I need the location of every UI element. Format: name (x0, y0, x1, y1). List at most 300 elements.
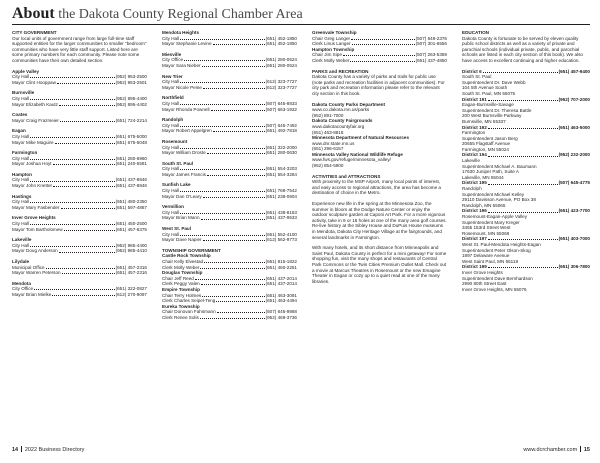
contact-line: 2990 80th Street East (462, 281, 507, 287)
dot-leader (180, 148, 264, 149)
entry-label: Mayor Warren Peterson (12, 270, 61, 276)
directory-row (12, 227, 147, 233)
contact-line: 20655 Flagstaff Avenue (462, 141, 511, 147)
contact-line: West Saint Paul, MN 55118 (462, 258, 519, 264)
page-number-right: 15 (583, 447, 590, 453)
directory-row (12, 118, 147, 124)
entry-label: Mayor Doug Anderson (12, 248, 58, 254)
directory-row (312, 58, 447, 64)
entry-label: City Hall (12, 133, 30, 139)
phone-number: (651) 597-4867 (115, 204, 147, 210)
entry-label: Municipal Office (12, 264, 45, 270)
dot-leader (180, 191, 264, 192)
dot-leader (62, 273, 115, 274)
dot-leader (203, 197, 265, 198)
contact-line: Farmington, MN 55024 (462, 146, 509, 152)
phone-number: (651) 457-6375 (115, 226, 147, 232)
phone-number: (952) 985-4400 (115, 242, 147, 248)
section-heading: Greenvale Township (312, 30, 357, 35)
phone-number: (651) 554-3284 (265, 171, 297, 177)
phone-number: (651) 457-9400 (558, 68, 590, 74)
directory-row (162, 194, 297, 200)
dot-leader (201, 219, 265, 220)
entry-label: Mayor Clint Hooppaw (12, 79, 56, 85)
phone-number: (651) 437-8846 (115, 183, 147, 189)
dot-leader (207, 153, 265, 154)
section-heading: Hampton Township (312, 46, 355, 52)
phone-number: (651) 463-4494 (265, 298, 297, 304)
entry-label: Chair Greg Langer (312, 35, 351, 41)
contact-line: Lakeville, MN 55044 (462, 174, 504, 180)
section-heading: Empire Township (162, 286, 200, 292)
phone-number: (651) 437-4850 (415, 57, 447, 63)
phone-number: (612) 270-9097 (115, 291, 147, 297)
contact-line: Superintendent Dr. Theresa Battle (462, 107, 532, 113)
dot-leader (59, 105, 115, 106)
dot-leader (52, 295, 114, 296)
section-heading: Farmington (12, 150, 38, 156)
contact-line: Lakeville (462, 158, 480, 164)
phone-number: (651) 815-1822 (265, 259, 297, 264)
phone-number: (651) 450-2500 (115, 221, 147, 227)
contact-line: 1897 Delaware Avenue (462, 253, 510, 259)
dot-leader (30, 202, 114, 203)
dot-leader (488, 212, 558, 213)
entry-label: Mayor Dave Napier (162, 237, 202, 243)
entry-label: City Hall (12, 242, 30, 248)
section-heading: Dakota County Parks Department (312, 101, 386, 107)
section-heading: Lilydale (12, 259, 30, 264)
phone-number: (952) 469-3736 (265, 314, 297, 320)
section-heading: Minnesota Valley National Wildlife Refuge (312, 151, 403, 157)
phone-number: (651) 480-2350 (115, 199, 147, 205)
dot-leader (64, 230, 115, 231)
entry-label: Mayor Craig Frazmeier (12, 117, 59, 123)
dot-leader (184, 60, 264, 61)
phone-number: (651) 280-0524 (265, 62, 297, 68)
footer-left (12, 446, 84, 453)
dot-leader (180, 82, 264, 83)
entry-label: District 195 (462, 180, 487, 186)
column-cities-townships (162, 30, 297, 321)
entry-label: District 191 (462, 96, 487, 102)
contact-line: Inver Grove Heights, MN 55076 (462, 286, 527, 292)
dot-leader (488, 128, 558, 129)
directory-row (162, 63, 297, 69)
entry-label: Chair Kelly Elvestad (162, 259, 204, 264)
dot-leader (53, 164, 115, 165)
dot-leader (200, 268, 264, 269)
section-heading: CITY GOVERNMENT (12, 30, 57, 35)
section-heading: Northfield (162, 95, 184, 101)
contact-line: 29110 Davisson Avenue, PO Box 38 (462, 197, 536, 203)
section-heading: Mendota (12, 280, 31, 286)
dot-leader (53, 186, 114, 187)
phone-number: (651) 452-1850 (265, 35, 297, 41)
contact-line: Rosemount, MN 55068 (462, 230, 510, 236)
contact-line: Eagan-Burnsville-Savage (462, 102, 514, 108)
contact-line: (651) 463-8818 (312, 129, 344, 135)
directory-row (12, 270, 147, 276)
phone-number: (507) 645-7492 (265, 122, 297, 128)
phone-number: (651) 675-5048 (115, 139, 147, 145)
dot-leader (207, 175, 265, 176)
entry-label: City Hall (162, 122, 180, 128)
contact-line: www.dakotacountyfair.org (312, 123, 365, 129)
phone-number: (651) 437-8846 (115, 177, 147, 183)
dot-leader (211, 110, 265, 111)
section-heading: Rosemount (162, 138, 188, 144)
contact-line: Burnsville, MN 55337 (462, 118, 506, 124)
entry-label: Mayor Stephanie Levine (162, 41, 212, 47)
section-heading: Miesville (162, 51, 182, 57)
directory-row (162, 150, 297, 156)
directory-row (12, 140, 147, 146)
body-paragraph: Our local units of government range from large full-time staff supported entities for the larger communities to smaller "bedroom" communities who have very little staff support. Listed here are some primary numbers for each community. Please note some communities have their own detailed section. (12, 35, 147, 63)
footer-directory-title: 2022 Business Directory (24, 447, 85, 453)
entry-label: Clerk Molly Weber (312, 57, 350, 63)
dot-leader (55, 143, 115, 144)
footer-divider (21, 446, 22, 452)
entry-label: District 192 (462, 124, 487, 130)
phone-number: (612) 323-7727 (265, 84, 297, 90)
entry-label: City Office (162, 57, 184, 63)
dot-leader (200, 318, 265, 319)
entry-label: Mayor Joshua Hoyt (12, 161, 52, 167)
entry-label: Clerk Charles Seipel-Teng (162, 298, 216, 304)
section-heading: West St. Paul (162, 226, 192, 232)
entry-label: Chair Jim Sipe (312, 52, 342, 58)
dot-leader (488, 184, 558, 185)
contact-line: 104 5th Avenue South (462, 85, 508, 91)
body-paragraph: Dakota County is fortunate to be served by eleven quality public school districts as well as a variety of private and parochial schools (individual private, public, and parochial schools are listed in each city section of this book). We also have access to excellent continuing and higher education. (462, 35, 583, 63)
footer-url[interactable]: www.dcrchamber.com (523, 447, 578, 453)
phone-number: (612) 562-9773 (265, 237, 297, 243)
contact-line: Superintendent Jason Berg (462, 135, 518, 141)
contact-line: West St. Paul-Mendota Heights-Eagan (462, 241, 541, 247)
phone-number: (651) 492-7818 (265, 128, 297, 134)
contact-line: South St. Paul, MN 55075 (462, 90, 516, 96)
directory-row (162, 41, 297, 47)
entry-label: Mayor James Francis (162, 171, 206, 177)
dot-leader (488, 100, 558, 101)
entry-label: City Hall (162, 79, 180, 85)
phone-number: (651) 675-5000 (115, 133, 147, 139)
dot-leader (352, 44, 415, 45)
section-heading: ACTIVITIES and ATTRACTIONS (312, 173, 381, 179)
entry-label: Clerk Renee Solis (162, 314, 199, 320)
entry-label: Mayor Brian Mann (162, 215, 200, 221)
contact-line: Superintendent Dave Bernhardson (462, 275, 533, 281)
phone-number: (952) 953-2500 (115, 74, 147, 80)
phone-number: (651) 552-4100 (265, 231, 297, 237)
column-education (462, 30, 590, 292)
dot-leader (213, 44, 265, 45)
entry-label: District 197 (462, 236, 487, 242)
contact-line: Superintendent Michael A. Baumann (462, 163, 537, 169)
phone-number: (952) 985-4410 (115, 248, 147, 254)
dot-leader (203, 88, 265, 89)
dot-leader (180, 235, 264, 236)
dot-leader (488, 156, 558, 157)
phone-number: (651) 438-8163 (265, 209, 297, 215)
entry-label: City Hall (12, 74, 30, 80)
contact-line: Superintendent Michael Kelley (462, 191, 525, 197)
dot-leader (30, 77, 114, 78)
entry-label: Mayor Tom Bartholomew (12, 226, 63, 232)
entry-label: District 196 (462, 208, 487, 214)
section-heading: South St. Paul (162, 160, 194, 166)
entry-label: Clerk Peggy Valen (162, 281, 200, 287)
directory-row (162, 172, 297, 178)
entry-label: City Hall (162, 231, 180, 237)
contact-line: 200 West Burnsville Parkway (462, 113, 522, 119)
dot-leader (488, 239, 558, 240)
contact-line: 17630 Juniper Path, Suite A (462, 169, 519, 175)
section-heading: Inver Grove Heights (12, 215, 56, 221)
entry-label: City Hall (162, 209, 180, 215)
phone-number: (651) 768-7542 (265, 188, 297, 194)
directory-row (12, 292, 147, 298)
directory-row (12, 183, 147, 189)
entry-label: Mayor William Droste (162, 150, 206, 156)
body-paragraph: With proximity to the MSP Airport, many local points of interest, and easy access to regional attractions, the area has become a destination of choice in the Metro. (312, 179, 441, 196)
contact-line: Superintendent Peter Olson-Skog (462, 247, 531, 253)
phone-number: (651) 322-2000 (265, 144, 297, 150)
dot-leader (488, 267, 558, 268)
dot-leader (350, 61, 414, 62)
directory-row (162, 85, 297, 91)
heading-rule (12, 24, 590, 25)
entry-label: Chair Terry Holmes (162, 292, 202, 298)
section-heading: Douglas Township (162, 270, 203, 276)
entry-label: Mayor John Knetter (12, 183, 53, 189)
dot-leader (30, 159, 114, 160)
dot-leader (46, 268, 115, 269)
phone-number: (507) 263-5369 (415, 52, 447, 58)
section-heading: Lakeville (12, 237, 32, 243)
dot-leader (30, 224, 114, 225)
section-heading: Burnsville (12, 90, 35, 96)
dot-leader (483, 72, 558, 73)
phone-number: (507) 663-1932 (265, 106, 297, 112)
phone-number: (952) 707-2000 (558, 96, 590, 102)
entry-label: Mayor Brian Mielke (12, 291, 52, 297)
phone-number: (651) 423-7700 (558, 208, 590, 214)
section-heading: Minnesota Department of Natural Resources (312, 135, 410, 141)
entry-label: City Office (12, 286, 34, 292)
section-heading: Randolph (162, 117, 184, 123)
section-heading: Dakota County Fairgrounds (312, 118, 373, 124)
dot-leader (30, 137, 114, 138)
directory-row (162, 237, 297, 243)
dot-leader (202, 296, 264, 297)
section-heading: Coates (12, 112, 28, 118)
phone-number: (651) 437-2014 (265, 281, 297, 287)
body-paragraph: Dakota County has a variety of parks and trails for public use (note parks and recreation facilities in adjacent communities). For city park and recreation information please refer to the relevant city section in this book. (312, 74, 445, 96)
section-heading: Castle Rock Township (162, 253, 211, 259)
phone-number: (651) 280-0524 (265, 57, 297, 63)
entry-label: City Hall (12, 155, 30, 161)
phone-number: (651) 306-7800 (558, 264, 590, 270)
directory-row (12, 205, 147, 211)
entry-label: District 6 (462, 68, 482, 74)
dot-leader (57, 83, 115, 84)
dot-leader (217, 312, 265, 313)
section-heading: Vermillion (162, 204, 184, 210)
phone-number: (651) 403-7000 (558, 236, 590, 242)
phone-number: (651) 240-5581 (115, 161, 147, 167)
phone-number: (651) 437-9533 (265, 215, 297, 221)
entry-label: City Hall (12, 199, 30, 205)
entry-label: Mayor Robert Appelgren (162, 128, 212, 134)
directory-row (162, 107, 297, 113)
directory-row (12, 80, 147, 86)
entry-label: City Hall (162, 166, 180, 172)
contact-line: Superintendent Mary Kreger (462, 219, 520, 225)
entry-label: District 199 (462, 264, 487, 270)
section-heading: Mendota Heights (162, 30, 200, 35)
phone-number: (651) 452-1850 (265, 41, 297, 47)
contact-line: Farmington (462, 130, 486, 136)
dot-leader (180, 126, 264, 127)
dot-leader (180, 213, 264, 214)
page-heading (12, 5, 590, 23)
phone-number: (507) 301-6556 (415, 41, 447, 47)
entry-label: Mayor Mary Fasbender (12, 204, 60, 210)
entry-label: City Hall (12, 177, 30, 183)
dot-leader (180, 104, 264, 105)
entry-label: City Hall (12, 221, 30, 227)
phone-number: (651) 463-3091 (265, 292, 297, 298)
contact-line: Randolph, MN 55065 (462, 202, 506, 208)
entry-label: Clerk Linus Langer (312, 41, 351, 47)
dot-leader (204, 262, 264, 263)
entry-label: Clerk Molly Weber (162, 264, 200, 270)
body-paragraph: Experience new life in the spring at the Minnesota Zoo, the summer in bloom at the Dodge Nature Center or enjoy the outdoor sculpture garden at Caponi Art Park. For a more vigorous activity, take in 9 or 18 holes at one of the many area golf courses. Re-live history at the Sibley House and DuPuis House museums in Mendota, Dakota City Heritage Village at the fairgrounds, and several landmarks in Farmington. (312, 201, 447, 240)
dot-leader (216, 301, 264, 302)
directory-row (12, 161, 147, 167)
entry-label: City Hall (162, 188, 180, 194)
dot-leader (180, 169, 264, 170)
column-parks-activities (312, 30, 447, 289)
section-heading: New Trier (162, 73, 183, 79)
dot-leader (60, 121, 115, 122)
entry-label: Mayor Mike Maguire (12, 139, 54, 145)
footer-right (523, 446, 590, 453)
entry-label: Chair Donovan Fahsmann (162, 309, 216, 315)
dot-leader (61, 208, 115, 209)
contact-line: Rosemount-Eagan-Apple Valley (462, 214, 528, 219)
contact-line: Inver Grove Heights (462, 269, 503, 275)
contact-line: 3455 153rd Street West (462, 225, 511, 231)
dot-leader (343, 55, 415, 56)
column-city-government (12, 30, 147, 298)
contact-line: (952) 891-7000 (312, 112, 344, 118)
section-heading: Sunfish Lake (162, 182, 191, 188)
dot-leader (30, 246, 114, 247)
dot-leader (213, 131, 265, 132)
contact-line: (952) 854-5900 (312, 163, 344, 169)
dot-leader (351, 39, 415, 40)
directory-row (162, 315, 297, 321)
entry-label: Mayor Dan O'Leary (162, 193, 202, 199)
phone-number: (952) 953-2501 (115, 79, 147, 85)
directory-row (162, 128, 297, 134)
directory-row (162, 215, 297, 221)
entry-label: Mayor Rhonda Pownell (162, 106, 210, 112)
section-heading: Eureka Township (162, 303, 200, 309)
dot-leader (34, 289, 114, 290)
entry-label: City Hall (162, 100, 180, 106)
dot-leader (59, 252, 115, 253)
heading-rest: the Dakota County Regional Chamber Area (54, 7, 303, 22)
entry-label: Chair Jeff Reed (162, 275, 194, 281)
dot-leader (202, 66, 265, 67)
entry-label: City Hall (12, 95, 30, 101)
phone-number: (507) 645-9868 (265, 309, 297, 315)
phone-number: (651) 322-0827 (115, 286, 147, 292)
section-heading: Hampton (12, 171, 32, 177)
heading-bold: About (12, 5, 55, 22)
page-number-left: 14 (12, 447, 19, 453)
footer-divider (580, 446, 581, 452)
phone-number: (651) 457-2316 (115, 270, 147, 276)
directory-row (12, 102, 147, 108)
phone-number: (952) 895-4400 (115, 95, 147, 101)
phone-number: (651) 437-2014 (265, 275, 297, 281)
dot-leader (201, 284, 265, 285)
entry-label: District 194 (462, 152, 487, 158)
phone-number: (651) 457-2316 (115, 264, 147, 270)
phone-number: (612) 323-7727 (265, 79, 297, 85)
entry-label: Mayor Sara Nieber (162, 62, 201, 68)
dot-leader (180, 39, 264, 40)
dot-leader (203, 240, 265, 241)
phone-number: (952) 895-4402 (115, 101, 147, 107)
section-heading: EDUCATION (462, 30, 489, 35)
section-heading: TOWNSHIP GOVERNMENT (162, 247, 221, 253)
phone-number: (651) 463-5000 (558, 124, 590, 130)
contact-line: Superintendent Dr. Dave Webb (462, 79, 526, 85)
phone-number: (952) 232-2000 (558, 152, 590, 158)
dot-leader (30, 99, 114, 100)
phone-number: (651) 554-3203 (265, 166, 297, 172)
phone-number: (507) 645-8833 (265, 100, 297, 106)
entry-label: City Hall (162, 35, 180, 41)
section-heading: Eagan (12, 128, 26, 134)
phone-number: (507) 645-4775 (558, 180, 590, 186)
contact-line: www.dnr.state.mn.us (312, 140, 355, 146)
phone-number: (651) 724-2214 (115, 117, 147, 123)
section-heading: Apple Valley (12, 68, 40, 74)
contact-line: www.co.dakota.mn.us/parks (312, 107, 370, 113)
phone-number: (651) 238-0904 (265, 193, 297, 199)
phone-number: (651) 460-2251 (265, 264, 297, 270)
phone-number: (507) 649-2376 (415, 35, 447, 41)
entry-label: Mayor Nicole Peine (162, 84, 202, 90)
entry-label: City Hall (162, 144, 180, 150)
contact-line: South St. Paul (462, 74, 492, 80)
dot-leader (30, 181, 114, 182)
entry-label: Mayor Elizabeth Kautz (12, 101, 58, 107)
body-paragraph: With many hotels, and its short distance from Minneapolis and Saint Paul, Dakota County is perfect for a mini getaway! For some shopping fun, visit the many shops and restaurants of Central Park Commons or the Twin Cities Premium Outlet Mall. Check out a movie at Marcus Theatres in Rosemount or the new Emagine Theater in Eagan or cozy up to a quiet read at one of the many libraries. (312, 245, 447, 284)
phone-number: (651) 280-6960 (115, 155, 147, 161)
section-heading: Hastings (12, 193, 32, 199)
contact-line: www.fws.gov/refuge/minnesota_valley/ (312, 157, 391, 163)
contact-line: (651) 296-6157 (312, 146, 344, 152)
dot-leader (195, 279, 265, 280)
